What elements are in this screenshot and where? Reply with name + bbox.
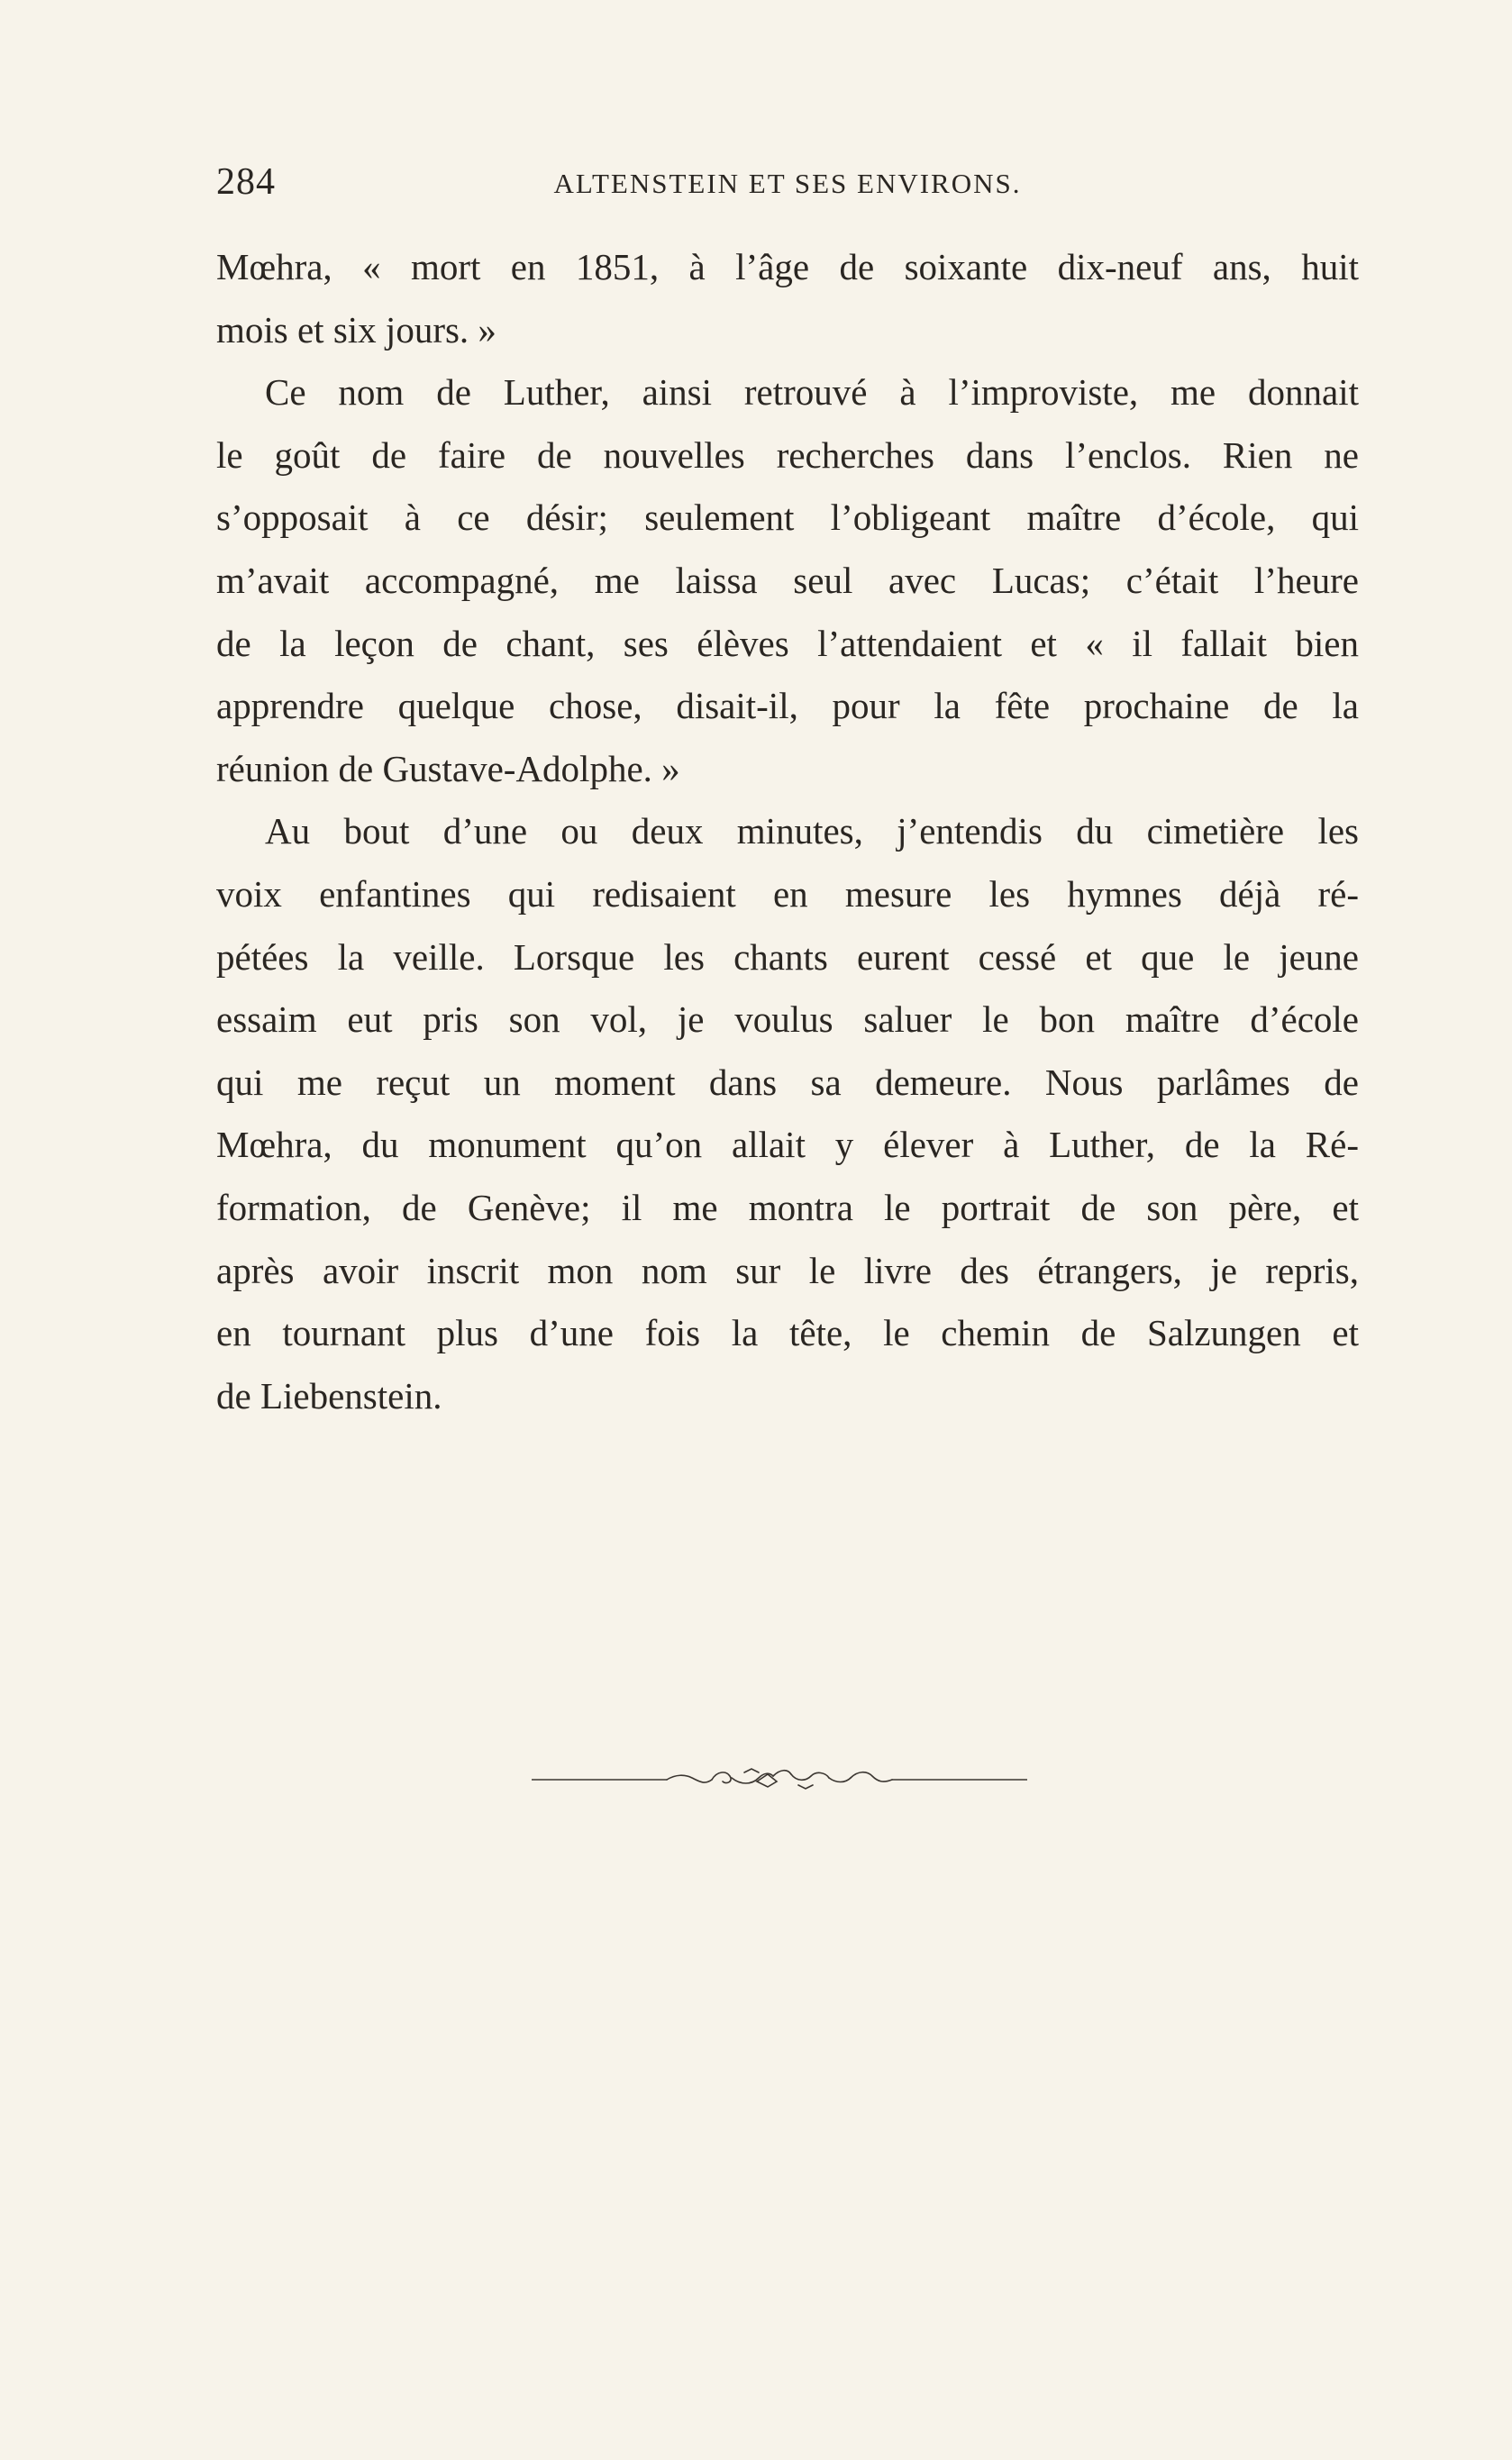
text-line: apprendre quelque chose, disait-il, pour la fête prochaine de la (216, 685, 1359, 727)
text-line: Mœhra, « mort en 1851, à l’âge de soixante dix-neuf ans, huit (216, 246, 1359, 287)
page-number: 284 (216, 161, 276, 203)
text-line: m’avait accompagné, me laissa seul avec Lucas; c’était l’heure (216, 559, 1359, 601)
text-line: de la leçon de chant, ses élèves l’attendaient et « il fallait bien (216, 622, 1359, 664)
body-text (216, 236, 1359, 1427)
text-line: Mœhra, du monument qu’on allait y élever à Luther, de la Ré- (216, 1124, 1359, 1166)
text-line: qui me reçut un moment dans sa demeure. Nous parlâmes de (216, 1061, 1359, 1103)
text-line: formation, de Genève; il me montra le portrait de son père, et (216, 1186, 1359, 1228)
tailpiece-ornament-icon (532, 1762, 1027, 1798)
page-header (216, 160, 1359, 214)
text-line: le goût de faire de nouvelles recherches dans l’enclos. Rien ne (216, 433, 1359, 476)
text-line: Au bout d’une ou deux minutes, j’entendis du cimetière les (265, 810, 1359, 852)
text-line: essaim eut pris son vol, je voulus saluer le bon maître d’école (216, 998, 1359, 1041)
text-line: réunion de Gustave-Adolphe. » (216, 747, 680, 789)
text-line: s’opposait à ce désir; seulement l’obligeant maître d’école, qui (216, 497, 1359, 539)
text-line: Ce nom de Luther, ainsi retrouvé à l’improviste, me donnait (265, 371, 1359, 414)
text-line: voix enfantines qui redisaient en mesure les hymnes déjà ré- (216, 872, 1359, 915)
text-line: mois et six jours. » (216, 308, 496, 351)
text-line: après avoir inscrit mon nom sur le livre des étrangers, je repris, (216, 1249, 1359, 1291)
text-line: de Liebenstein. (216, 1374, 442, 1417)
running-head: ALTENSTEIN ET SES ENVIRONS. (553, 168, 1022, 199)
text-line: pétées la veille. Lorsque les chants eurent cessé et que le jeune (216, 935, 1359, 978)
text-line: en tournant plus d’une fois la tête, le chemin de Salzungen et (216, 1312, 1359, 1354)
